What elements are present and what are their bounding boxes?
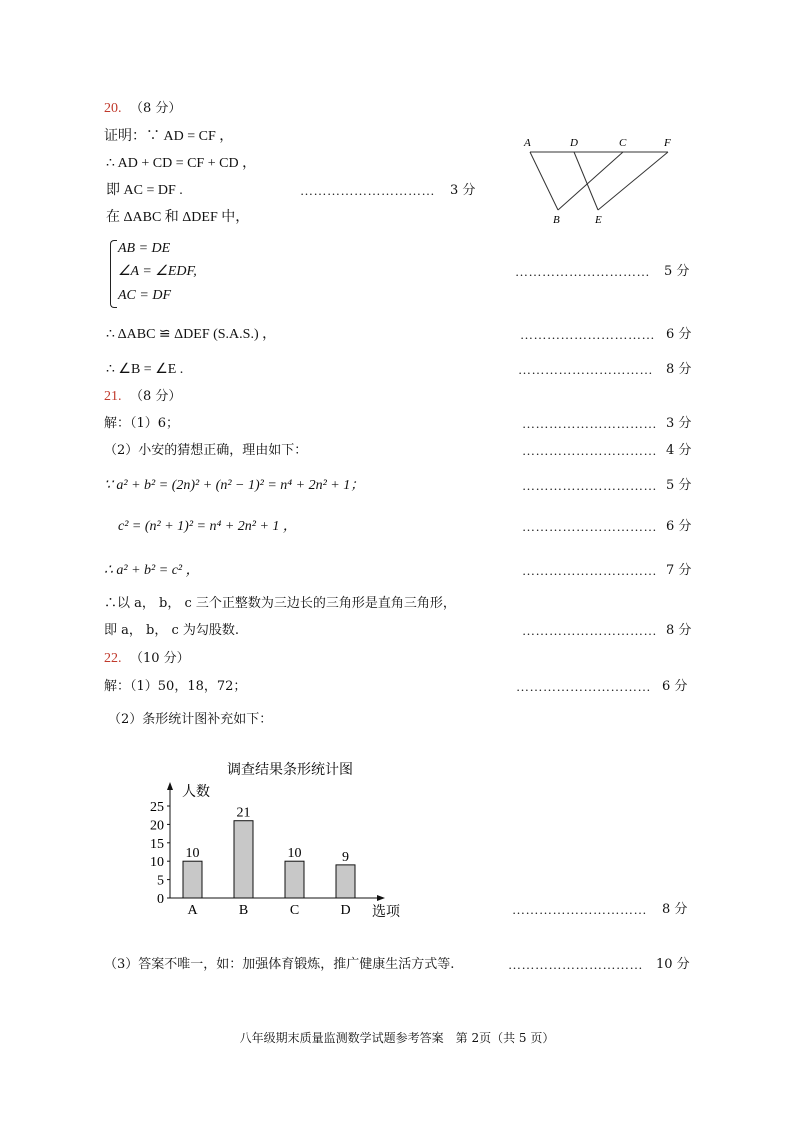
line-AB (530, 152, 558, 210)
q21-number: 21. (104, 389, 122, 404)
q20-number: 20. (104, 101, 122, 116)
q20-line-5: ∴ ΔABC ≌ ΔDEF (S.A.S.) ， (106, 327, 277, 342)
q21-dots-5: ………………………… (522, 563, 657, 578)
chart-title: 调查结果条形统计图 (227, 763, 353, 778)
triangle-figure (518, 132, 688, 227)
q21-score-2: 4 分 (666, 443, 692, 458)
q21-score-5: 7 分 (666, 563, 692, 578)
q21-line-3: ∵ a² + b² = (2n)² + (n² − 1)² = n⁴ + 2n² + 1； (104, 478, 365, 493)
q21-line-2: （2）小安的猜想正确，理由如下： (104, 443, 308, 458)
system-brace (110, 240, 117, 308)
q21-points: （8 分） (130, 389, 182, 404)
q21-dots-3: ………………………… (522, 478, 657, 493)
q21-score-3: 5 分 (666, 478, 692, 493)
q20-line-4: 在 ΔABC 和 ΔDEF 中， (106, 210, 250, 225)
q20-line-6: ∴ ∠B = ∠E . (106, 362, 184, 377)
q21-line-6: ∴以 a， b， c 三个正整数为三边长的三角形是直角三角形， (104, 596, 456, 611)
x-tick-label-C: C (289, 903, 300, 918)
q20-line-3: 即 AC = DF . (106, 183, 183, 198)
q20-line-2: ∴ AD + CD = CF + CD ， (106, 156, 257, 171)
q20-system-3: AC = DF (118, 288, 171, 303)
q22-line-3: （3）答案不唯一，如：加强体育锻炼，推广健康生活方式等. (104, 957, 455, 972)
q20-line-1: 证明：∵ AD = CF ， (104, 129, 234, 144)
y-tick-label-5: 5 (157, 873, 164, 889)
q20-score-4: 8 分 (666, 362, 692, 377)
x-tick-label-B: B (238, 903, 249, 918)
bar-value-label-A: 10 (185, 846, 200, 862)
q22-dots-2: ………………………… (512, 902, 647, 917)
line-DE (574, 152, 598, 210)
y-tick-label-15: 15 (150, 836, 164, 852)
page-footer: 八年级期末质量监测数学试题参考答案 第 2页（共 5 页） (239, 1031, 555, 1045)
q20-dots-1: ………………………… (300, 183, 435, 198)
label-A: A (524, 137, 531, 149)
chart-xlabel: 选项 (372, 905, 400, 920)
q22-dots-3: ………………………… (508, 957, 643, 972)
x-tick-label-A: A (187, 903, 198, 918)
line-EF (598, 152, 668, 210)
q20-dots-2: ………………………… (515, 264, 650, 279)
q21-dots-1: ………………………… (522, 416, 657, 431)
label-D: D (570, 137, 578, 149)
bar-value-label-B: 21 (236, 805, 251, 821)
q20-score-2: 5 分 (664, 264, 690, 279)
label-C: C (619, 137, 627, 149)
q20-dots-4: ………………………… (518, 362, 653, 377)
q22-score-1: 6 分 (662, 679, 688, 694)
bar-chart (140, 758, 420, 928)
q20-system-1: AB = DE (118, 241, 171, 256)
bar-A (183, 861, 202, 898)
q21-dots-6: ………………………… (522, 623, 657, 638)
q22-score-3: 10 分 (656, 957, 690, 972)
q21-dots-4: ………………………… (522, 519, 657, 534)
y-tick-label-0: 0 (157, 892, 164, 907)
q22-line-1: 解：（1）50，18，72； (104, 679, 247, 694)
q21-line-4: c² = (n² + 1)² = n⁴ + 2n² + 1 ， (118, 519, 297, 534)
q22-points: （10 分） (130, 651, 190, 666)
line-BC (558, 152, 623, 210)
q20-points: （8 分） (130, 101, 182, 116)
label-E: E (595, 214, 602, 226)
q21-line-5: ∴ a² + b² = c² ， (104, 563, 200, 578)
y-tick-label-25: 25 (150, 800, 164, 815)
q21-line-7: 即 a， b， c 为勾股数. (104, 623, 240, 638)
y-axis-arrow (167, 782, 173, 790)
label-F: F (664, 137, 671, 149)
bar-B (234, 821, 253, 898)
q20-dots-3: ………………………… (520, 327, 655, 342)
bar-D (336, 865, 355, 898)
q21-score-6: 8 分 (666, 623, 692, 638)
q22-number: 22. (104, 651, 122, 666)
x-tick-label-D: D (340, 903, 351, 918)
q21-line-1: 解：（1）6； (104, 416, 180, 431)
bar-C (285, 861, 304, 898)
q21-dots-2: ………………………… (522, 443, 657, 458)
q22-dots-1: ………………………… (516, 679, 651, 694)
y-tick-label-20: 20 (150, 818, 164, 834)
q20-system-2: ∠A = ∠EDF, (118, 264, 197, 279)
q21-score-4: 6 分 (666, 519, 692, 534)
q22-line-2: （2）条形统计图补充如下： (108, 712, 273, 727)
label-B: B (553, 214, 560, 226)
x-axis-arrow (377, 895, 385, 901)
q20-score-1: 3 分 (450, 183, 476, 198)
bar-value-label-C: 10 (287, 846, 302, 862)
q20-score-3: 6 分 (666, 327, 692, 342)
bar-value-label-D: 9 (342, 849, 349, 865)
y-tick-label-10: 10 (150, 855, 164, 871)
q21-score-1: 3 分 (666, 416, 692, 431)
chart-ylabel: 人数 (182, 785, 210, 800)
q22-score-2: 8 分 (662, 902, 688, 917)
